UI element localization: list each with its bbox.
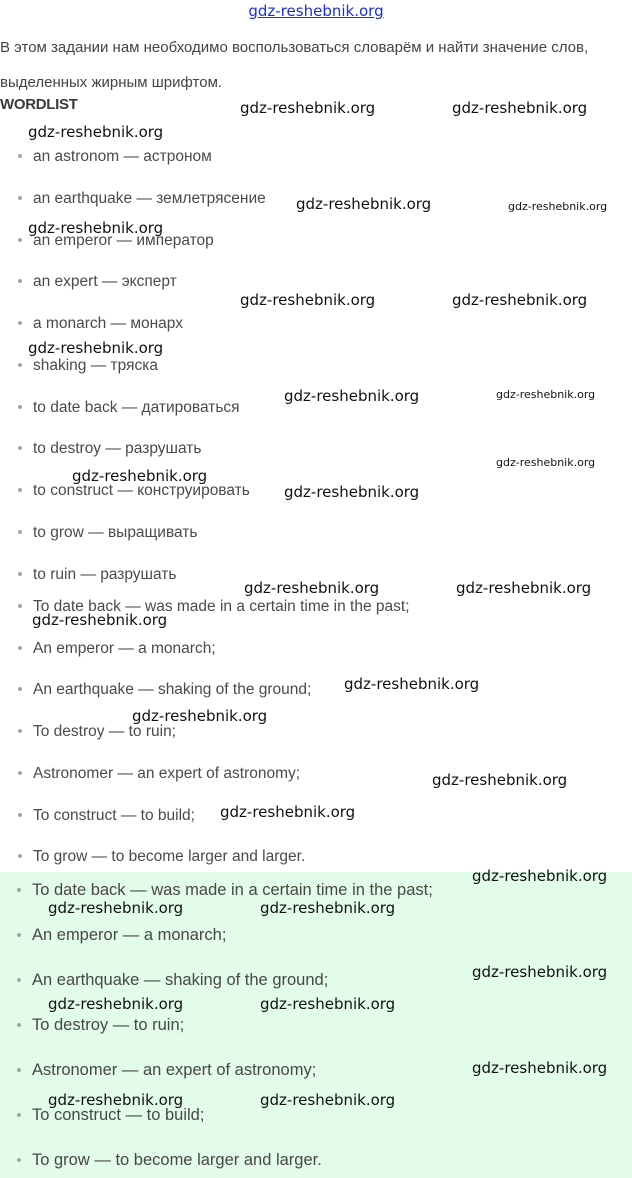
list-item: an emperor — император: [18, 232, 214, 250]
list-item: Astronomer — an expert of astronomy;: [17, 1061, 316, 1080]
bullet-icon: [18, 238, 22, 242]
list-item: To date back — was made in a certain time in the past;: [17, 881, 433, 900]
watermark: gdz-reshebnik.org: [72, 467, 208, 485]
watermark: gdz-reshebnik.org: [456, 579, 592, 597]
watermark: gdz-reshebnik.org: [260, 995, 396, 1013]
watermark: gdz-reshebnik.org: [472, 1059, 608, 1077]
watermark: gdz-reshebnik.org: [48, 995, 184, 1013]
watermark: gdz-reshebnik.org: [240, 291, 376, 309]
list-item: To grow — to become larger and larger.: [17, 1151, 322, 1170]
watermark: gdz-reshebnik.org: [432, 771, 568, 789]
watermark: gdz-reshebnik.org: [28, 123, 164, 141]
watermark: gdz-reshebnik.org: [220, 803, 356, 821]
watermark: gdz-reshebnik.org: [452, 99, 588, 117]
bullet-icon: [18, 446, 22, 450]
watermark: gdz-reshebnik.org: [296, 195, 432, 213]
bullet-icon: [18, 729, 22, 733]
bullet-icon: [17, 1113, 21, 1117]
wordlist-heading: WORDLIST: [0, 96, 78, 113]
list-item: An emperor — a monarch;: [18, 640, 216, 658]
list-item: An earthquake — shaking of the ground;: [17, 971, 328, 990]
bullet-icon: [17, 978, 21, 982]
bullet-icon: [18, 646, 22, 650]
list-item: to grow — выращивать: [18, 524, 197, 542]
list-item: To destroy — to ruin;: [17, 1016, 184, 1035]
bullet-icon: [18, 196, 22, 200]
list-item: To destroy — to ruin;: [18, 723, 176, 741]
bullet-icon: [18, 530, 22, 534]
bullet-icon: [18, 771, 22, 775]
bullet-icon: [18, 687, 22, 691]
list-item: An emperor — a monarch;: [17, 926, 226, 945]
list-item: shaking — тряска: [18, 357, 158, 375]
watermark: gdz-reshebnik.org: [284, 483, 420, 501]
bullet-icon: [18, 321, 22, 325]
watermark: gdz-reshebnik.org: [28, 339, 164, 357]
list-item: to date back — датироваться: [18, 399, 240, 417]
bullet-icon: [18, 279, 22, 283]
bullet-icon: [17, 888, 21, 892]
bullet-icon: [18, 604, 22, 608]
list-item: an earthquake — землетрясение: [18, 190, 266, 208]
bullet-icon: [17, 1068, 21, 1072]
watermark: gdz-reshebnik.org: [48, 899, 184, 917]
watermark: gdz-reshebnik.org: [496, 456, 596, 469]
bullet-icon: [18, 363, 22, 367]
bullet-icon: [17, 1158, 21, 1162]
site-link[interactable]: gdz-reshebnik.org: [248, 2, 384, 20]
list-item: An earthquake — shaking of the ground;: [18, 681, 311, 699]
list-item: Astronomer — an expert of astronomy;: [18, 765, 300, 783]
bullet-icon: [18, 154, 22, 158]
watermark: gdz-reshebnik.org: [472, 867, 608, 885]
list-item: an astronom — астроном: [18, 148, 212, 166]
watermark: gdz-reshebnik.org: [496, 388, 596, 401]
intro-text: В этом задании нам необходимо воспользоваться словарём и найти значение слов, выделенных жирным шрифтом.: [0, 39, 589, 91]
watermark: gdz-reshebnik.org: [472, 963, 608, 981]
bullet-icon: [18, 572, 22, 576]
list-item: To date back — was made in a certain time in the past;: [18, 598, 410, 616]
watermark: gdz-reshebnik.org: [48, 1091, 184, 1109]
watermark: gdz-reshebnik.org: [452, 291, 588, 309]
watermark: gdz-reshebnik.org: [244, 579, 380, 597]
bullet-icon: [18, 405, 22, 409]
highlighted-answer-box: [0, 872, 632, 1178]
watermark: gdz-reshebnik.org: [260, 899, 396, 917]
list-item: To construct — to build;: [18, 807, 195, 825]
list-item: to construct — конструировать: [18, 482, 250, 500]
bullet-icon: [18, 488, 22, 492]
list-item: to ruin — разрушать: [18, 566, 176, 584]
watermark: gdz-reshebnik.org: [132, 707, 268, 725]
bullet-icon: [18, 813, 22, 817]
watermark: gdz-reshebnik.org: [344, 675, 480, 693]
list-item: to destroy — разрушать: [18, 440, 201, 458]
list-item: To construct — to build;: [17, 1106, 204, 1125]
bullet-icon: [17, 1023, 21, 1027]
list-item: an expert — эксперт: [18, 273, 177, 291]
list-item: a monarch — монарх: [18, 315, 183, 333]
watermark: gdz-reshebnik.org: [508, 200, 608, 213]
list-item: To grow — to become larger and larger.: [18, 848, 305, 866]
watermark: gdz-reshebnik.org: [32, 611, 168, 629]
watermark: gdz-reshebnik.org: [28, 219, 164, 237]
watermark: gdz-reshebnik.org: [284, 387, 420, 405]
watermark: gdz-reshebnik.org: [260, 1091, 396, 1109]
bullet-icon: [18, 854, 22, 858]
bullet-icon: [17, 933, 21, 937]
watermark: gdz-reshebnik.org: [240, 99, 376, 117]
